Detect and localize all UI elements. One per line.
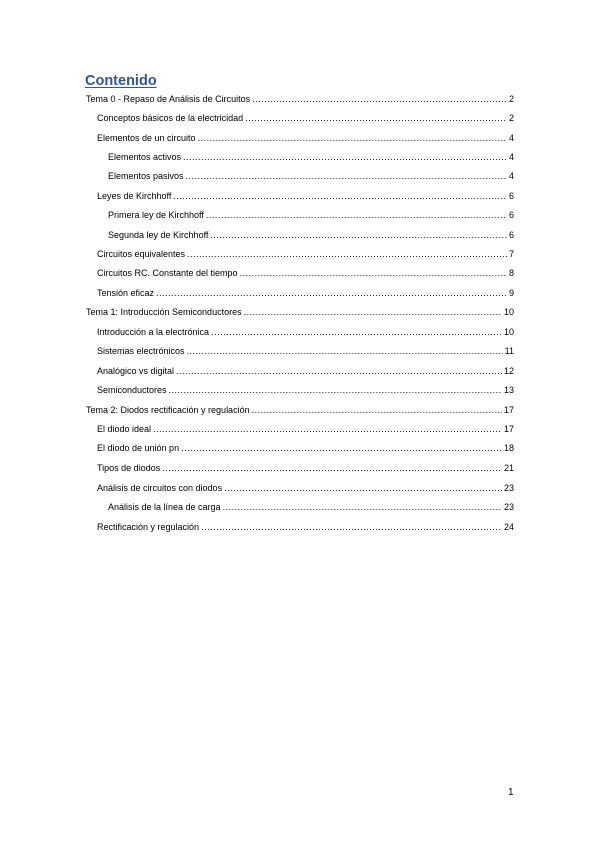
- toc-entry-page: 23: [503, 502, 514, 512]
- toc-entry-title: El diodo de unión pn: [97, 443, 180, 453]
- toc-entry-tema-1[interactable]: [86, 307, 514, 321]
- toc-entry[interactable]: [97, 133, 514, 147]
- dot-leader: [201, 522, 502, 532]
- dot-leader: [224, 483, 502, 493]
- dot-leader: [181, 443, 502, 453]
- toc-entry-page: 17: [503, 405, 514, 415]
- dot-leader: [198, 133, 507, 143]
- toc-entry-title: Primera ley de Kirchhoff: [108, 210, 204, 220]
- dot-leader: [252, 94, 507, 104]
- dot-leader: [244, 307, 502, 317]
- toc-entry-title: Tema 0 - Repaso de Análisis de Circuitos: [86, 94, 251, 104]
- toc-entry[interactable]: [97, 366, 514, 380]
- toc-entry[interactable]: [97, 463, 514, 477]
- toc-entry[interactable]: [97, 191, 514, 205]
- toc-entry-page: 2: [508, 94, 514, 104]
- toc-entry-page: 10: [503, 327, 514, 337]
- toc-entry[interactable]: [108, 230, 514, 244]
- dot-leader: [162, 463, 502, 473]
- toc-heading: Contenido: [85, 73, 157, 89]
- toc-entry[interactable]: [97, 288, 514, 302]
- toc-entry-title: Rectificación y regulación: [97, 522, 200, 532]
- dot-leader: [153, 424, 502, 434]
- toc-entry-page: 4: [508, 133, 514, 143]
- toc-entry-page: 7: [508, 249, 514, 259]
- toc-entry-page: 21: [503, 463, 514, 473]
- toc-entry-page: 23: [503, 483, 514, 493]
- toc-entry-page: 12: [503, 366, 514, 376]
- dot-leader: [187, 249, 507, 259]
- toc-entry[interactable]: [97, 268, 514, 282]
- dot-leader: [183, 152, 507, 162]
- toc-entry[interactable]: [108, 171, 514, 185]
- toc-entry-title: Analógico vs digital: [97, 366, 175, 376]
- toc-entry[interactable]: [97, 424, 514, 438]
- toc-entry-page: 24: [503, 522, 514, 532]
- dot-leader: [223, 502, 502, 512]
- toc-entry-title: Tipos de diodos: [97, 463, 161, 473]
- toc-entry-title: Tensión eficaz: [97, 288, 155, 298]
- dot-leader: [156, 288, 507, 298]
- toc-entry-title: Elementos pasivos: [108, 171, 184, 181]
- toc-entry-title: Semiconductores: [97, 385, 167, 395]
- toc-entry[interactable]: [97, 443, 514, 457]
- toc-entry[interactable]: [97, 346, 514, 360]
- toc-entry-title: Tema 2: Diodos rectificación y regulación: [86, 405, 250, 415]
- dot-leader: [169, 385, 502, 395]
- toc-entry-page: 10: [503, 307, 514, 317]
- toc-entry-tema-2[interactable]: [86, 405, 514, 419]
- dot-leader: [245, 113, 507, 123]
- toc-entry-title: Tema 1: Introducción Semiconductores: [86, 307, 242, 317]
- dot-leader: [173, 191, 507, 201]
- toc-entry[interactable]: [97, 522, 514, 536]
- toc-entry[interactable]: [97, 249, 514, 263]
- toc-entry-title: Elementos activos: [108, 152, 182, 162]
- toc-entry-page: 8: [508, 268, 514, 278]
- dot-leader: [240, 268, 507, 278]
- toc-entry-page: 4: [508, 171, 514, 181]
- toc-entry-title: Circuitos equivalentes: [97, 249, 186, 259]
- toc-entry-tema-0[interactable]: [86, 94, 514, 108]
- toc-entry-page: 6: [508, 230, 514, 240]
- dot-leader: [206, 210, 507, 220]
- toc-entry-title: Sistemas electrónicos: [97, 346, 185, 356]
- dot-leader: [210, 230, 507, 240]
- page-number: 1: [508, 787, 514, 798]
- toc-entry[interactable]: [108, 152, 514, 166]
- toc-entry-page: 6: [508, 191, 514, 201]
- dot-leader: [187, 346, 503, 356]
- dot-leader: [176, 366, 502, 376]
- toc-entry[interactable]: [97, 327, 514, 341]
- toc-entry[interactable]: [108, 210, 514, 224]
- toc-entry-page: 11: [504, 346, 514, 356]
- toc-entry-page: 2: [508, 113, 514, 123]
- toc-entry-title: Análisis de circuitos con diodos: [97, 483, 223, 493]
- dot-leader: [252, 405, 502, 415]
- toc-entry[interactable]: [97, 385, 514, 399]
- toc-entry-title: Segunda ley de Kirchhoff: [108, 230, 209, 240]
- toc-entry-title: Introducción a la electrónica: [97, 327, 210, 337]
- toc-entry-page: 6: [508, 210, 514, 220]
- toc-entry-title: Análisis de la línea de carga: [108, 502, 221, 512]
- toc-entry-page: 4: [508, 152, 514, 162]
- toc-entry[interactable]: [108, 502, 514, 516]
- toc-entry-title: El diodo ideal: [97, 424, 152, 434]
- toc-entry-page: 18: [503, 443, 514, 453]
- toc-entry-title: Circuitos RC. Constante del tiempo: [97, 268, 238, 278]
- toc-entry[interactable]: [97, 113, 514, 127]
- toc-entry-page: 13: [503, 385, 514, 395]
- toc-entry-title: Conceptos básicos de la electricidad: [97, 113, 244, 123]
- toc-entry-page: 9: [508, 288, 514, 298]
- toc-entry[interactable]: [97, 483, 514, 497]
- dot-leader: [186, 171, 507, 181]
- toc-entry-title: Elementos de un circuito: [97, 133, 196, 143]
- toc-entry-title: Leyes de Kirchhoff: [97, 191, 172, 201]
- dot-leader: [211, 327, 502, 337]
- toc-entry-page: 17: [503, 424, 514, 434]
